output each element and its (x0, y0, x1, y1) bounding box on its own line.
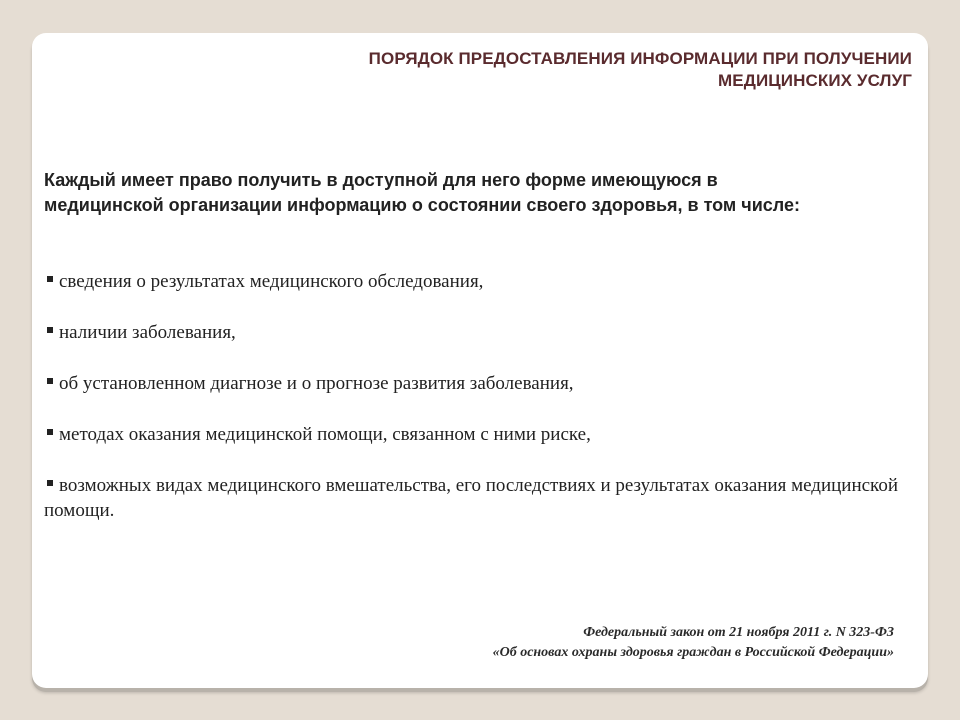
intro-line-1: Каждый имеет право получить в доступной для него форме имеющуюся в (44, 170, 718, 190)
law-citation (294, 623, 894, 663)
square-bullet-icon (47, 480, 53, 486)
list-item-text: сведения о результатах медицинского обследования, (59, 271, 484, 292)
square-bullet-icon (47, 327, 53, 333)
slide-card (32, 33, 928, 688)
citation-line-2: «Об основах охраны здоровья граждан в Российской Федерации» (492, 645, 894, 660)
intro-line-2: медицинской организации информацию о состоянии своего здоровья, в том числе: (44, 195, 800, 215)
list-item-text: методах оказания медицинской помощи, связанном с ними риске, (59, 424, 591, 445)
slide-title (152, 48, 912, 92)
list-item (44, 269, 904, 294)
list-item-text: наличии заболевания, (59, 322, 236, 343)
list-item (44, 320, 904, 345)
title-line-1: ПОРЯДОК ПРЕДОСТАВЛЕНИЯ ИНФОРМАЦИИ ПРИ ПОЛУЧЕНИИ (368, 49, 912, 68)
citation-line-1: Федеральный закон от 21 ноября 2011 г. N 323-ФЗ (583, 625, 894, 640)
list-item (44, 473, 904, 523)
title-line-2: МЕДИЦИНСКИХ УСЛУГ (718, 71, 912, 90)
list-item (44, 422, 904, 447)
square-bullet-icon (47, 429, 53, 435)
rights-list (44, 269, 904, 549)
list-item-text: об установленном диагнозе и о прогнозе развития заболевания, (59, 373, 574, 394)
square-bullet-icon (47, 378, 53, 384)
list-item (44, 371, 904, 396)
list-item-text: возможных видах медицинского вмешательства, его последствиях и результатах оказания медицинской помощи. (44, 475, 898, 521)
intro-paragraph (44, 168, 916, 218)
square-bullet-icon (47, 276, 53, 282)
